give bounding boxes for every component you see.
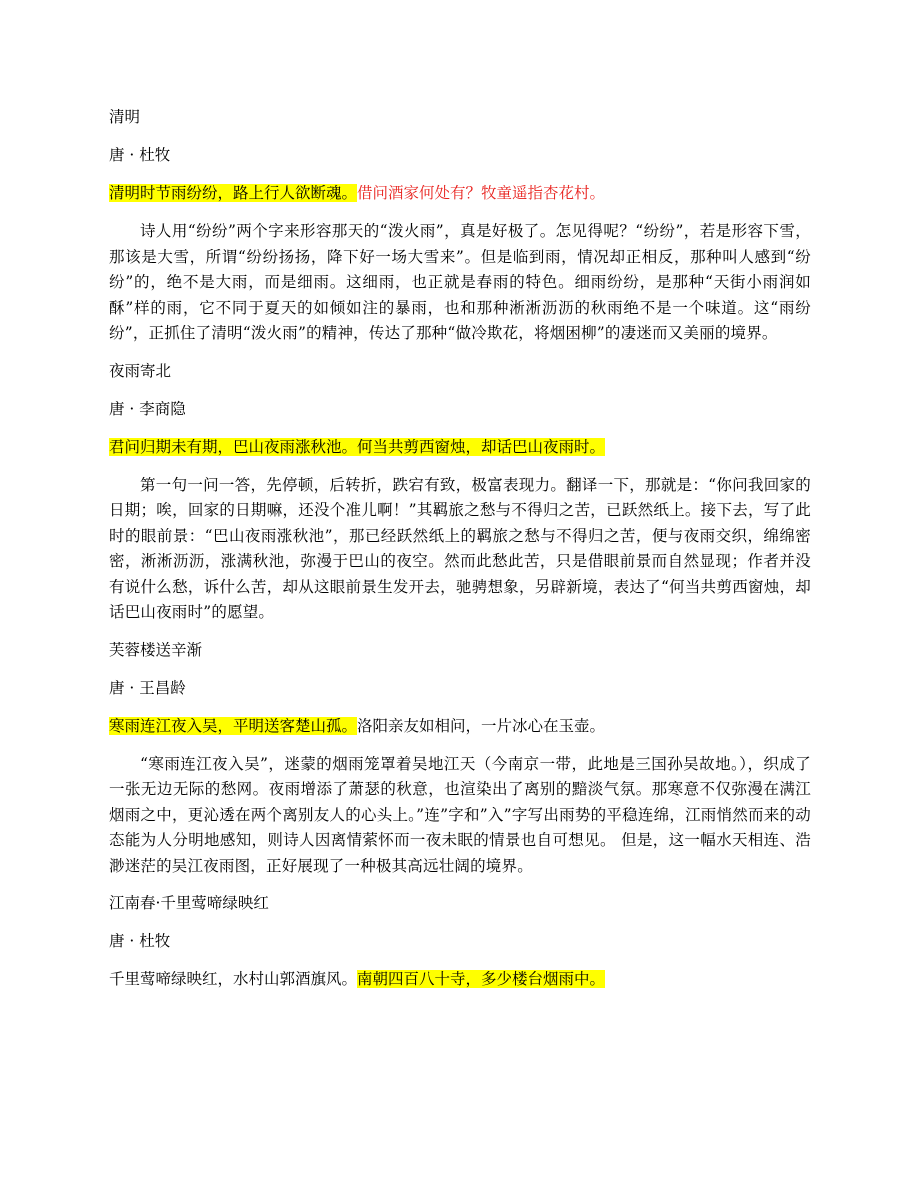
poem-commentary: 诗人用“纷纷”两个字来形容那天的“泼火雨”，真是好极了。怎见得呢？“纷纷”，若是形容下雪，那该是大雪，所谓“纷纷扬扬，降下好一场大雪来”。但是临到雨，情况却正相反，那种叫人感到“纷纷”的，绝不是大雨，而是细雨。这细雨，也正就是春雨的特色。细雨纷纷，是那种“天街小雨润如酥”样的雨，它不同于夏天的如倾如注的暴雨，也和那种淅淅沥沥的秋雨绝不是一个味道。这“雨纷纷”，正抓住了清明“泼火雨”的精神，传达了那种“做冷欺花，将烟困柳”的凄迷而又美丽的境界。 xyxy=(109,222,811,342)
red-verse: 借问酒家何处有？牧童遥指杏花村。 xyxy=(357,184,606,202)
poem-commentary: “寒雨连江夜入吴”，迷蒙的烟雨笼罩着吴地江天（今南京一带，此地是三国孙吴故地。），织成了一张无边无际的愁网。夜雨增添了萧瑟的秋意，也渲染出了离别的黯淡气氛。那寒意不仅弥漫在满江烟雨之中，更沁透在两个离别友人的心头上。”连”字和”入”字写出雨势的平稳连绵，江雨悄然而来的动态能为人分明地感知，则诗人因离情萦怀而一夜未眠的情景也自可想见。 但是，这一幅水天相连、浩渺迷茫的吴江夜雨图，正好展现了一种极其高远壮阔的境界。 xyxy=(109,754,811,875)
poem-title: 江南春·千里莺啼绿映红 xyxy=(109,894,269,912)
document-page xyxy=(109,105,811,1005)
highlighted-verse: 寒雨连江夜入吴，平明送客楚山孤。 xyxy=(109,716,358,735)
poem-author: 唐 · 杜牧 xyxy=(109,932,171,950)
plain-verse: 千里莺啼绿映红，水村山郭酒旗风。 xyxy=(109,970,358,988)
poem-verse xyxy=(109,435,811,459)
highlighted-verse: 南朝四百八十寺，多少楼台烟雨中。 xyxy=(357,970,606,988)
poem-title: 夜雨寄北 xyxy=(109,361,172,380)
poem-verse xyxy=(109,967,811,991)
poem-verse xyxy=(109,181,811,205)
poem-author: 唐 · 王昌龄 xyxy=(109,678,186,697)
poem-verse xyxy=(109,714,811,738)
plain-verse: 洛阳亲友如相问，一片冰心在玉壶。 xyxy=(357,716,606,735)
highlighted-verse: 清明时节雨纷纷，路上行人欲断魂。 xyxy=(109,184,358,202)
poem-author: 唐 · 杜牧 xyxy=(109,146,171,164)
poem-title: 芙蓉楼送辛渐 xyxy=(109,640,203,659)
poem-author: 唐 · 李商隐 xyxy=(109,399,186,418)
highlighted-verse: 君问归期未有期，巴山夜雨涨秋池。何当共剪西窗烛，却话巴山夜雨时。 xyxy=(109,437,606,456)
poem-title: 清明 xyxy=(109,108,141,126)
poem-commentary: 第一句一问一答，先停顿，后转折，跌宕有致，极富表现力。翻译一下，那就是：“你问我回家的日期；唉，回家的日期嘛，还没个准儿啊！”其羁旅之愁与不得归之苦，已跃然纸上。接下去，写了此时的眼前景：“巴山夜雨涨秋池”，那已经跃然纸上的羁旅之愁与不得归之苦，便与夜雨交织，绵绵密密，淅淅沥沥，涨满秋池，弥漫于巴山的夜空。然而此愁此苦，只是借眼前景而自然显现；作者并没有说什么愁，诉什么苦，却从这眼前景生发开去，驰骋想象，另辟新境，表达了“何当共剪西窗烛，却话巴山夜雨时”的愿望。 xyxy=(109,475,811,621)
